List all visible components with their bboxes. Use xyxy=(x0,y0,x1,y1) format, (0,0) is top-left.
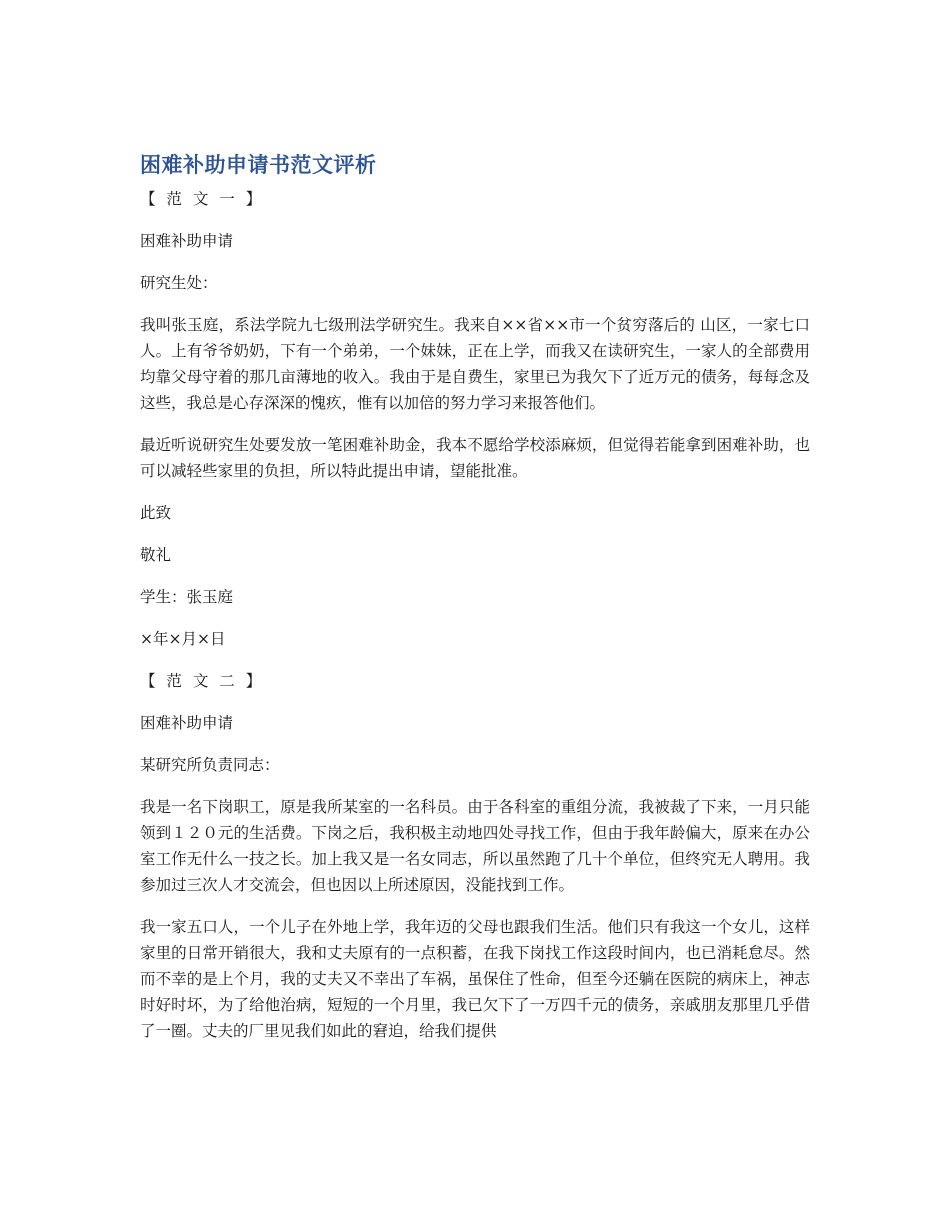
sample2-label: 【 范 文 二 】 xyxy=(140,672,262,690)
sample1-salutation: 研究生处： xyxy=(140,274,218,292)
sample1-closing-2: 敬礼 xyxy=(140,546,172,564)
sample1-body-paragraph-2: 最近听说研究生处要发放一笔困难补助金，我本不愿给学校添麻烦，但觉得若能拿到困难补助，也可以减轻些家里的负担，所以特此提出申请，望能批准。 xyxy=(140,436,810,480)
sample1-closing-1: 此致 xyxy=(140,504,172,522)
document-title: 困难补助申请书范文评析 xyxy=(140,153,377,177)
sample1-body-paragraph-1: 我叫张玉庭，系法学院九七级刑法学研究生。我来自××省××市一个贫穷落后的 山区，一家七口人。上有爷爷奶奶，下有一个弟弟，一个妹妹，正在上学，而我又在读研究生，一家人的全部费用均靠父母守着的那几亩薄地的收入。我由于是自费生，家里已为我欠下了近万元的债务，每每念及这些，我总是心存深深的愧疚，惟有以加倍的努力学习来报答他们。 xyxy=(140,316,810,412)
sample1-signature: 学生：张玉庭 xyxy=(140,588,234,606)
sample1-heading: 困难补助申请 xyxy=(140,232,234,250)
sample2-body-paragraph-1: 我是一名下岗职工，原是我所某室的一名科员。由于各科室的重组分流，我被裁了下来，一月只能领到１２０元的生活费。下岗之后，我积极主动地四处寻找工作，但由于我年龄偏大，原来在办公室工作无什么一技之长。加上我又是一名女同志，所以虽然跑了几十个单位，但终究无人聘用。我参加过三次人才交流会，但也因以上所述原因，没能找到工作。 xyxy=(140,798,810,894)
sample2-body-paragraph-2: 我一家五口人，一个儿子在外地上学，我年迈的父母也跟我们生活。他们只有我这一个女儿，这样家里的日常开销很大，我和丈夫原有的一点积蓄，在我下岗找工作这段时间内，也已消耗怠尽。然而不幸的是上个月，我的丈夫又不幸出了车祸，虽保住了性命，但至今还躺在医院的病床上，神志时好时坏，为了给他治病，短短的一个月里，我已欠下了一万四千元的债务，亲戚朋友那里几乎借了一圈。丈夫的厂里见我们如此的窘迫，给我们提供 xyxy=(140,918,810,1040)
sample1-date: ×年×月×日 xyxy=(140,630,226,648)
document-page xyxy=(140,150,810,1060)
sample1-label: 【 范 文 一 】 xyxy=(140,190,262,208)
sample2-heading: 困难补助申请 xyxy=(140,714,234,732)
sample2-salutation: 某研究所负责同志： xyxy=(140,756,280,774)
